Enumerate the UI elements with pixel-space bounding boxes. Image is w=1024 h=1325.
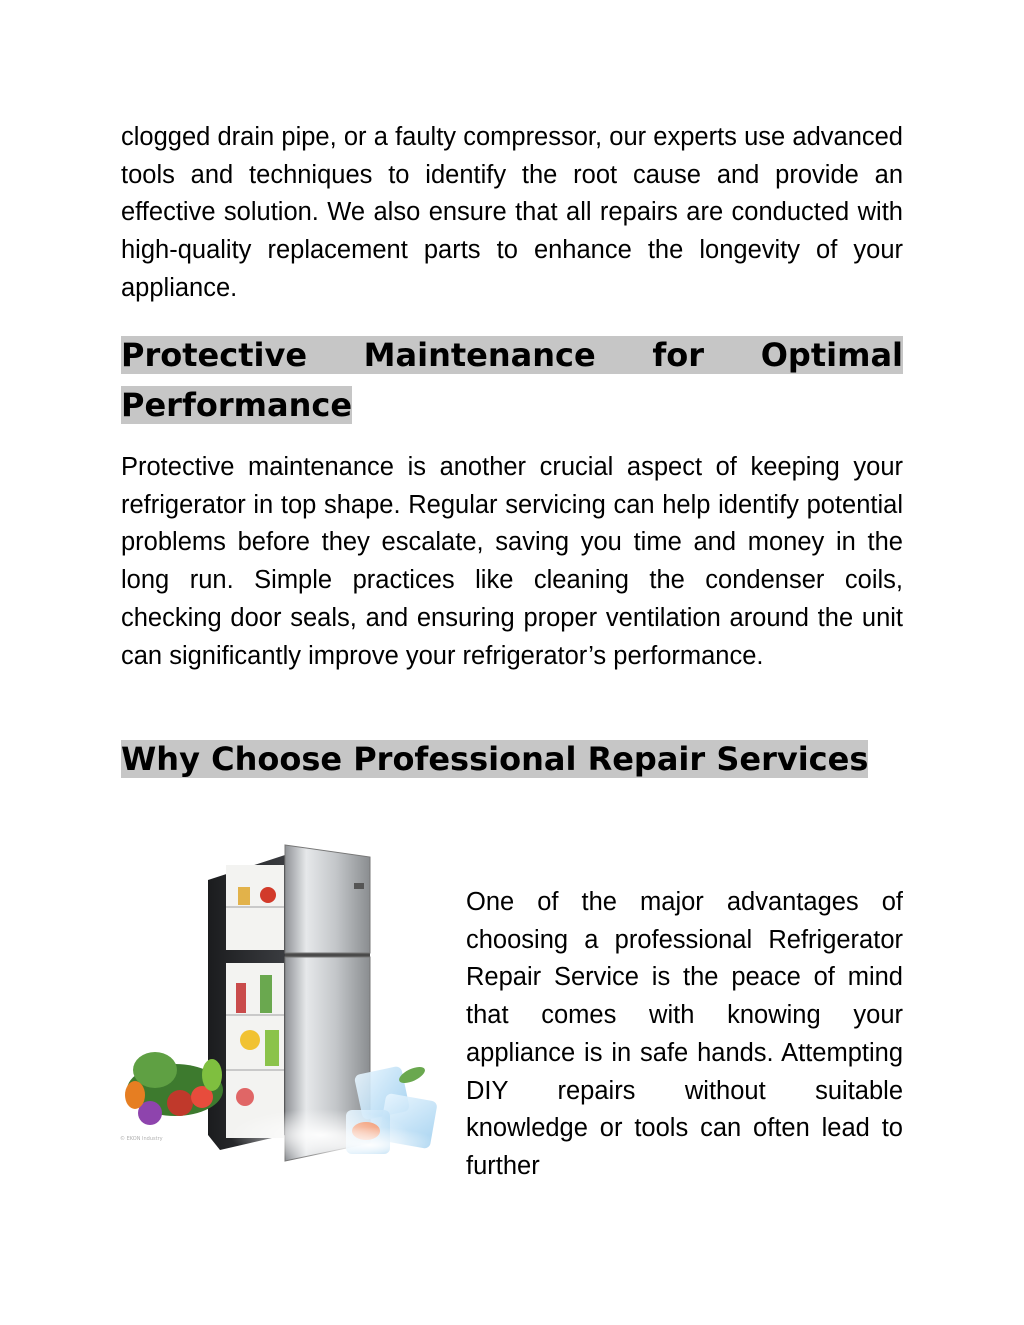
refrigerator-image xyxy=(120,835,455,1165)
why-heading xyxy=(121,734,903,784)
why-heading-text: Why Choose Professional Repair Services xyxy=(121,740,869,778)
image-watermark: © EKON Industry xyxy=(120,1136,163,1142)
maintenance-paragraph: Protective maintenance is another crucial aspect of keeping your refrigerator in top shape. Regular servicing can help identify potential problems before they escalate, saving you time and money in the long run. Simple practices like cleaning the condenser coils, checking door seals, and ensuring proper ventilation around the unit can significantly improve your refrigerator’s performance. xyxy=(121,453,903,670)
maintenance-heading-text: Protective Maintenance for Optimal Performance xyxy=(121,336,903,424)
why-paragraph: One of the major advantages of choosing a professional Refrigerator Repair Service is the peace of mind that comes with knowing your appliance is in safe hands. Attempting DIY repairs without suitable knowledge or tools can often lead to further xyxy=(466,888,903,1180)
maintenance-heading xyxy=(121,330,903,430)
intro-paragraph: clogged drain pipe, or a faulty compressor, our experts use advanced tools and techniques to identify the root cause and provide an effective solution. We also ensure that all repairs are conducted with high-quality replacement parts to enhance the longevity of your appliance. xyxy=(121,123,903,302)
